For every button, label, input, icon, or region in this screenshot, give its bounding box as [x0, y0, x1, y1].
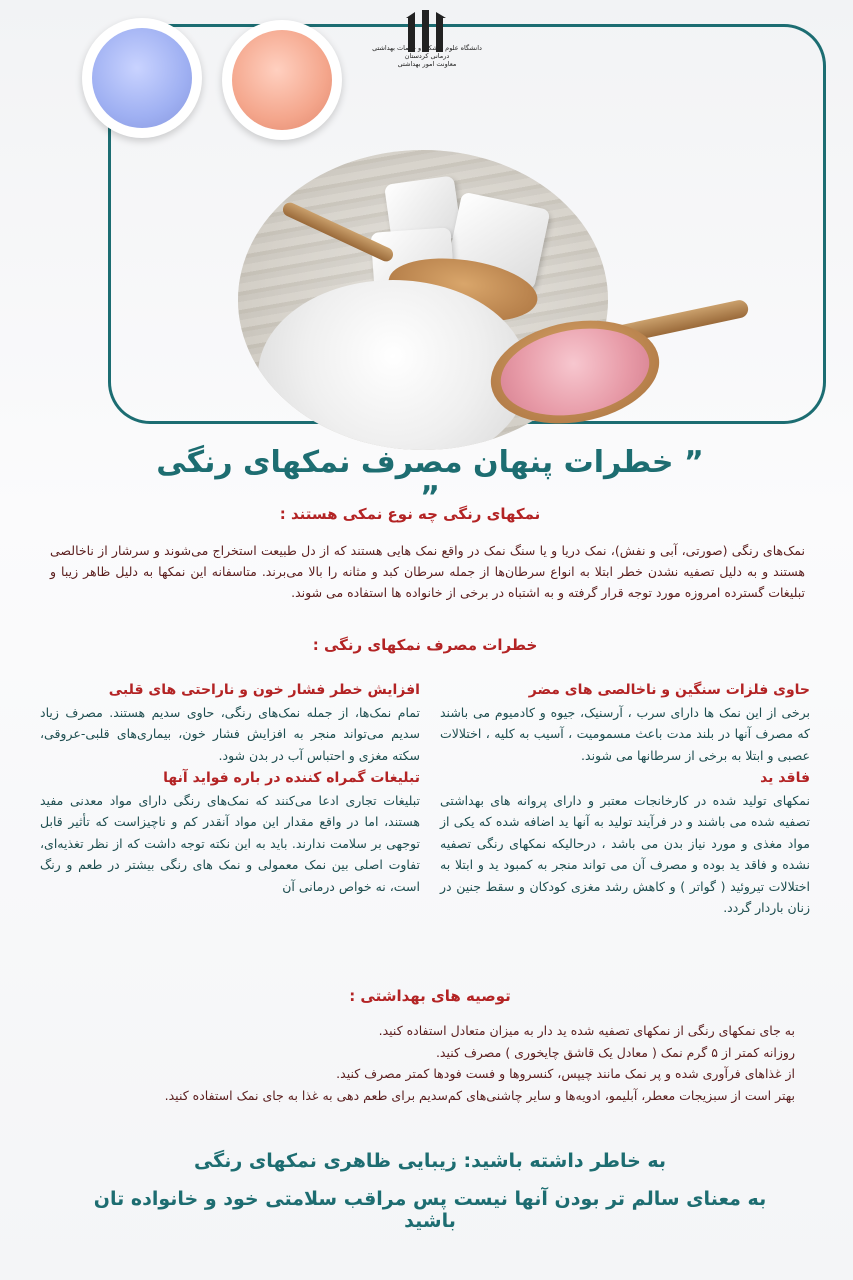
- danger-heading-metals: حاوی فلزات سنگین و ناخالصی های مضر: [528, 682, 810, 698]
- tip-item: بهتر است از سبزیجات معطر، آبلیمو، ادویه‌ها و سایر چاشنی‌های کم‌سدیم برای طعم دهی به غذا به جای نمک استفاده کنید.: [164, 1087, 795, 1103]
- section-body-what: نمک‌های رنگی (صورتی، آبی و نفش)، نمک دریا و یا سنگ نمک در واقع نمک هایی هستند که از دل طبیعت استخراج می‌شوند و سرشار از ناخالصی هستند و به دلیل تصفیه نشدن خطر ابتلا به انواع سرطان‌ها از جمله سرطان کبد و مثانه را بالا می‌برند. متاسفانه این نمکها به دلیل ظاهر زیبا و تبلیغات گسترده امروزه مورد توجه قرار گرفته و به اشتباه در برخی از خانواده ها استفاده می شوند.: [50, 543, 805, 600]
- logo-line-1: دانشگاه علوم پزشکی و خدمات بهداشتی درمانی کردستان: [372, 44, 482, 60]
- danger-body-ads: تبلیغات تجاری ادعا می‌کنند که نمک‌های رنگی دارای مواد معدنی مفید هستند، اما در واقع مقدار این مواد آنقدر کم و ناچیزاست که تأثیر قابل توجهی بر سلامت ندارند. باید به این نکته توجه داشت که از نظر تغذیه‌ای، تفاوت اصلی بین نمک معمولی و نمک های رنگی بیشتر در طعم و رنگ است، نه خواص درمانی آن: [40, 792, 420, 894]
- section-heading-what: نمکهای رنگی چه نوع نمکی هستند :: [279, 505, 541, 523]
- danger-heading-ads: تبلیغات گمراه کننده در باره فواید آنها: [163, 770, 420, 786]
- pink-salt-bowl: [222, 20, 342, 140]
- closing-line-1: به خاطر داشته باشید: زیبایی ظاهری نمکهای رنگی: [193, 1150, 667, 1172]
- section-heading-dangers: خطرات مصرف نمکهای رنگی :: [312, 636, 538, 654]
- blue-salt-bowl: [82, 18, 202, 138]
- danger-body-metals: برخی از این نمک ها دارای سرب ، آرسنیک، جیوه و کادمیوم می باشند که مصرف آنها در بلند مدت باعث مسمومیت ، آسیب به کلیه ، اختلالات عصبی و ابتلا به برخی از سرطانها می شوند.: [440, 704, 810, 763]
- dangers-right-column: [440, 680, 810, 919]
- dangers-left-column: [40, 680, 420, 897]
- tips-list: [45, 1020, 795, 1106]
- logo-caption: [372, 44, 482, 68]
- tip-item: از غذاهای فرآوری شده و پر نمک مانند چیپس، کنسروها و فست فودها کمتر مصرف کنید.: [336, 1066, 795, 1081]
- closing-line-2: به معنای سالم تر بودن آنها نیست پس مراقب سلامتی خود و خانواده تان باشید: [93, 1188, 767, 1232]
- page-title: ” خطرات پنهان مصرف نمکهای رنگی ”: [156, 445, 704, 515]
- tip-item: روزانه کمتر از ۵ گرم نمک ( معادل یک قاشق چایخوری ) مصرف کنید.: [435, 1044, 795, 1060]
- tip-item: به جای نمکهای رنگی از نمکهای تصفیه شده ید دار به میزان متعادل استفاده کنید.: [378, 1023, 795, 1038]
- danger-heading-iodine: فاقد ید: [760, 770, 810, 786]
- danger-body-iodine: نمکهای تولید شده در کارخانجات معتبر و دارای پروانه های بهداشتی تصفیه شده می باشند و در فرآیند تولید به آنها ید اضافه شده که یکی از مواد مغذی و مورد نیاز بدن می باشد ، درحالیکه نمکهای رنگی تصفیه نشده و فاقد ید بوده و مصرف آن می تواند منجر به کمبود ید و ابتلا به اختلالات تیروئید ( گواتر ) و کاهش رشد مغزی کودکان و سقط جنین در زنان باردار گردد.: [440, 792, 810, 915]
- section-heading-tips: توصیه های بهداشتی :: [349, 987, 511, 1005]
- logo-line-2: معاونت امور بهداشتی: [397, 60, 457, 68]
- danger-heading-pressure: افزایش خطر فشار خون و ناراحتی های قلبی: [108, 682, 420, 698]
- danger-body-pressure: تمام نمک‌ها، از جمله نمک‌های رنگی، حاوی سدیم هستند. مصرف زیاد سدیم می‌تواند منجر به افزایش فشار خون، بیماری‌های قلبی-عروقی، سکته مغزی و احتباس آب در بدن شود.: [40, 704, 420, 763]
